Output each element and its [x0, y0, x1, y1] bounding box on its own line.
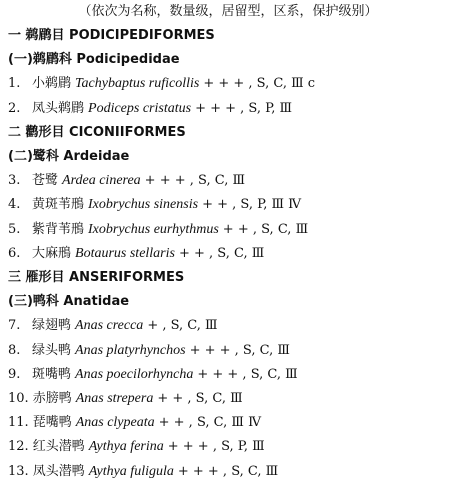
species-entry — [8, 462, 452, 482]
order-heading: 一 鹈鹛目 PODICIPEDIFORMES — [8, 28, 215, 43]
species-latin-name: Anas crecca — [75, 318, 144, 334]
species-attributes: + , S, C, Ⅲ — [147, 318, 218, 334]
species-number: 7. — [8, 318, 21, 334]
species-entry — [8, 171, 452, 191]
species-latin-name: Anas poecilorhyncha — [75, 366, 194, 382]
species-chinese-name: 凤头鹈鹛 — [32, 100, 85, 116]
species-entry — [8, 365, 452, 385]
species-latin-name: Anas clypeata — [75, 415, 155, 431]
species-number: 2. — [8, 100, 21, 116]
species-attributes: + + + , S, C, Ⅲ — [177, 463, 279, 479]
species-entry — [8, 316, 452, 336]
species-attributes: + + , S, P, Ⅲ Ⅳ — [202, 197, 302, 213]
family-heading: (二)鹭科 Ardeidae — [8, 149, 130, 164]
species-entry — [8, 341, 452, 361]
species-attributes: + + + , S, P, Ⅲ — [167, 439, 265, 455]
species-number: 5. — [8, 221, 21, 237]
species-attributes: + + + , S, C, Ⅲ — [144, 173, 246, 189]
order-heading: 二 鹳形目 CICONIIFORMES — [8, 124, 186, 140]
species-chinese-name: 绿翅鸭 — [32, 318, 72, 334]
species-chinese-name: 小鹈鹛 — [32, 76, 72, 92]
species-entry — [8, 74, 452, 94]
species-number: 11. — [8, 415, 29, 431]
species-attributes: + + + , S, C, Ⅲ c — [203, 76, 316, 92]
species-attributes: + + + , S, C, Ⅲ — [197, 366, 298, 382]
species-number: 1. — [8, 76, 21, 92]
species-entry — [8, 195, 452, 215]
species-latin-name: Ixobrychus sinensis — [88, 197, 199, 213]
species-chinese-name: 大麻鳽 — [32, 245, 72, 261]
species-latin-name: Podiceps cristatus — [88, 100, 192, 116]
species-attributes: + + , S, C, Ⅲ Ⅳ — [158, 415, 262, 431]
species-attributes: + + + , S, P, Ⅲ — [195, 100, 293, 116]
species-entry — [8, 220, 452, 240]
species-number: 13. — [8, 463, 29, 479]
species-chinese-name: 红头潜鸭 — [32, 439, 85, 455]
species-attributes: + + + , S, C, Ⅲ — [189, 342, 290, 358]
species-chinese-name: 苍鹭 — [32, 173, 59, 189]
species-latin-name: Ixobrychus eurhythmus — [88, 221, 219, 237]
species-latin-name: Anas platyrhynchos — [75, 342, 186, 358]
species-latin-name: Anas strepera — [75, 391, 154, 406]
species-chinese-name: 凤头潜鸭 — [32, 463, 85, 479]
species-number: 8. — [8, 342, 21, 358]
species-attributes: + + , S, C, Ⅲ — [178, 245, 265, 261]
species-latin-name: Aythya fuligula — [88, 463, 174, 479]
species-latin-name: Botaurus stellaris — [75, 245, 175, 261]
species-number: 3. — [8, 173, 21, 189]
species-number: 4. — [8, 197, 21, 213]
species-chinese-name: 紫背苇鳽 — [32, 221, 85, 237]
species-entry — [8, 244, 452, 264]
species-entry — [8, 437, 452, 457]
species-chinese-name: 黄斑苇鳽 — [32, 197, 85, 213]
species-number: 12. — [8, 439, 29, 455]
column-legend-header: （依次为名称，数量级，居留型，区系，保护级别） — [78, 4, 378, 19]
species-chinese-name: 赤膀鸭 — [32, 391, 72, 406]
species-attributes: + + , S, C, Ⅲ — [157, 391, 243, 406]
species-chinese-name: 斑嘴鸭 — [32, 366, 72, 382]
species-number: 6. — [8, 245, 21, 261]
species-latin-name: Tachybaptus ruficollis — [75, 76, 200, 92]
species-attributes: + + , S, C, Ⅲ — [222, 221, 309, 237]
order-heading: 三 雁形目 ANSERIFORMES — [8, 270, 185, 285]
family-heading: (一)鹈鹛科 Podicipedidae — [8, 52, 180, 68]
species-chinese-name: 绿头鸭 — [32, 342, 72, 358]
species-latin-name: Ardea cinerea — [62, 173, 141, 189]
species-entry — [8, 413, 452, 433]
species-latin-name: Aythya ferina — [88, 439, 164, 455]
species-number: 9. — [8, 366, 21, 382]
species-number: 10. — [8, 391, 29, 406]
family-heading: (三)鸭科 Anatidae — [8, 294, 130, 310]
species-entry — [8, 99, 452, 119]
species-entry — [8, 389, 452, 409]
species-chinese-name: 琵嘴鸭 — [32, 415, 72, 431]
